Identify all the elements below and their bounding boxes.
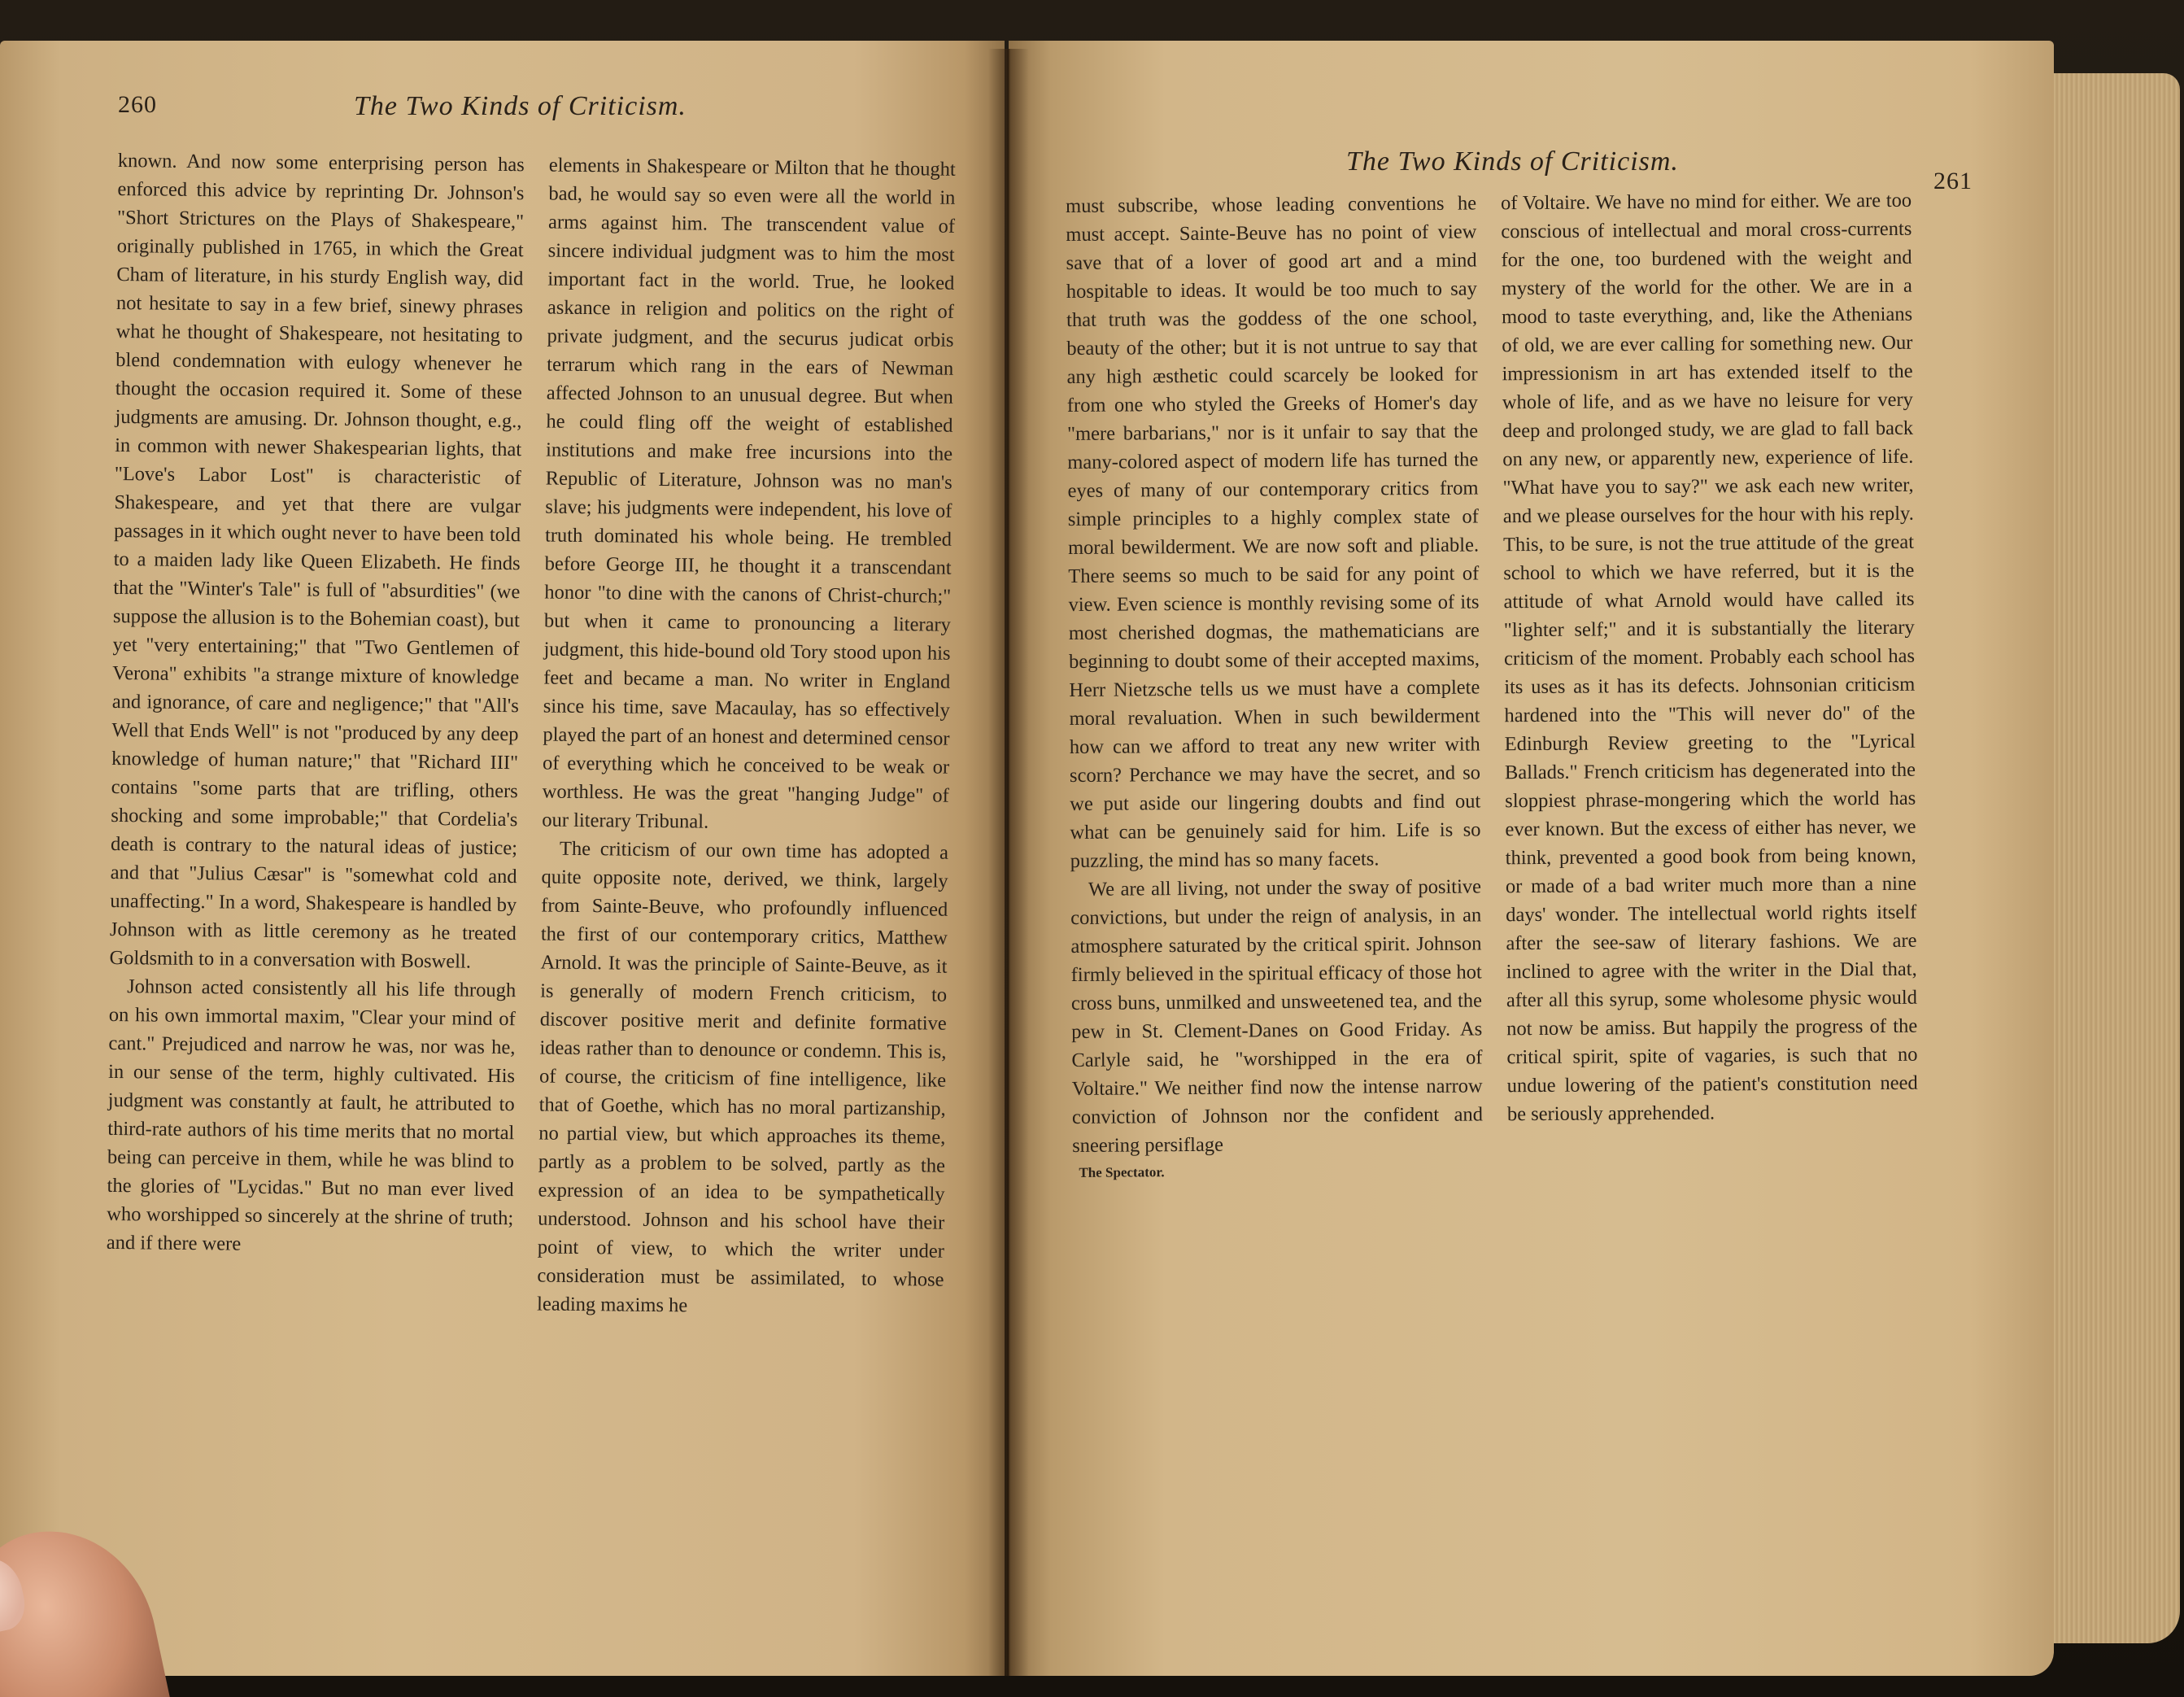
left-page-number: 260	[118, 91, 157, 118]
paragraph: known. And now some enterprising person has enforced this advice by reprinting Dr. Johnson's "Short Strictures on the Plays of Shakespeare," originally published in 1765, in which the Great Cham of literature, in his sturdy English way, did not hesitate to say in a few brief, sinewy phrases what he thought of Shakespeare, not hesitating to blend condemnation with eulogy whenever he thought the occasion required it. Some of these judgments are amusing. Dr. Johnson thought, e.g., in common with newer Shakespearian lights, that "Love's Labor Lost" is characteristic of Shakespeare, and yet that there are vulgar passages in it which ought never to have been told to a maiden lady like Queen Elizabeth. He finds that the "Winter's Tale" is full of "absurdities" (we suppose the allusion is to the Bohemian coast), but yet "very entertaining;" that "Two Gentlemen of Verona" exhibits "a strange mixture of knowledge and ignorance, of care and negligence;" that "All's Well that Ends Well" is not "produced by any deep knowledge of human nature;" that "Richard III" contains "some parts that are trifling, others shocking and some improbable;" that Cordelia's death is contrary to the natural ideas of justice; and that "Julius Cæsar" is "somewhat cold and unaffecting." In a word, Shakespeare is handled by Johnson with as little ceremony as he treated Goldsmith to in a conversation with Boswell.	[109, 149, 525, 973]
page-edges	[2050, 73, 2180, 1643]
right-column-2	[1501, 186, 1918, 1180]
right-page-number: 261	[1933, 168, 1973, 194]
right-running-title: The Two Kinds of Criticism.	[1346, 146, 1679, 177]
paragraph: elements in Shakespeare or Milton that he thought bad, he would say so even were all the world in arms against him. The transcendent value of sincere individual judgment was to him the most important fact in the world. True, he looked askance in religion and politics on the right of private judgment, and the securus judicat orbis terrarum which rang in the ears of Newman affected Johnson to an unusual degree. But when he could fling off the weight of established institutions and make free incursions into the Republic of Literature, Johnson was no man's slave; his judgments were independent, his love of truth dominated his whole being. He trembled before George III, he thought it a transcendant honor "to dine with the canons of Christ-church;" but when it came to pronouncing a literary judgment, this hide-bound old Tory stood upon his feet and became a man. No writer in England since his time, save Macaulay, has so effectively played the part of an honest and determined censor of everything which he conceived to be weak or worthless. He was the great "hanging Judge" of our literary Tribunal.	[542, 154, 956, 833]
left-running-title: The Two Kinds of Criticism.	[354, 91, 687, 121]
paragraph: We are all living, not under the sway of positive convictions, but under the reign of analysis, in an atmosphere saturated by the critical spirit. Johnson firmly believed in the spiritual efficacy of those hot cross buns, unmilked and unsweetened tea, and the pew in St. Clement-Danes on Good Friday. As Carlyle said, he "worshipped in the era of Voltaire." We neither find now the intense narrow conviction of Johnson nor the confident and sneering persiflage	[1070, 875, 1484, 1157]
left-page-header	[118, 91, 980, 137]
right-column-1	[1066, 189, 1483, 1182]
right-page-header	[1066, 130, 1973, 194]
paragraph: Johnson acted consistently all his life through on his own immortal maxim, "Clear your mind of cant." Prejudiced and narrow he was, nor was he, in our sense of the term, highly cultivated. His judgment was constantly at fault, he attributed to third-rate authors of his time merits that no mortal being can perceive in them, while he was blind to the glories of "Lycidas." But no man ever lived who worshipped so sincerely at the shrine of truth; and if there were	[106, 975, 517, 1255]
left-column-2	[537, 151, 956, 1323]
left-column-1	[106, 146, 525, 1318]
right-page-columns	[1066, 185, 1979, 1183]
left-page-columns	[106, 146, 980, 1323]
right-page	[1009, 41, 2054, 1676]
thumbnail-nail	[0, 1554, 30, 1638]
paragraph: The criticism of our own time has adopted a quite opposite note, derived, we think, largely from Sainte-Beuve, who profoundly influenced the first of our contemporary critics, Matthew Arnold. It was the principle of Sainte-Beuve, as it is generally of modern French criticism, to discover positive merit and definite formative ideas rather than to denounce or condemn. This is, of course, the criticism of fine intelligence, like that of Goethe, which has no moral partizanship, no partial view, but which approaches its theme, partly as a problem to be solved, partly as the expression of an idea to be sympathetically understood. Johnson and his school have their point of view, to which the writer under consideration must be assimilated, to whose leading maxims he	[536, 837, 949, 1317]
open-book	[0, 16, 2184, 1697]
paragraph: of Voltaire. We have no mind for either. We are too conscious of intellectual and moral cross-currents for the one, too burdened with the weight and mystery of the world for the other. We are in a mood to taste everything, and, like the Athenians of old, we are ever calling for something new. Our impressionism in art has extended itself to the whole of life, and as we have no leisure for very deep and prolonged study, we are glad to fall back on any new, or apparently new, experience of life. "What have you to say?" we ask each new writer, and we please ourselves for the hour with his reply. This, to be sure, is not the true attitude of the great school to which we have referred, but it is the attitude of what Arnold would have called its "lighter self;" and it is substantially the literary criticism of the moment. Probably each school has its uses as it has its defects. Johnsonian criticism hardened into the "This will never do" of the Edinburgh Review greeting to the "Lyrical Ballads." French criticism has degenerated into the sloppiest phrase-mongering which the world has ever known. But the excess of either has never, we think, prevented a good book from being known, or made of a bad writer much more than a nine days' wonder. The intellectual world rights itself after the see-saw of literary fashions. We are inclined to agree with the writer in the Dial that, after all this syrup, some wholesome physic would not now be amiss. But happily the progress of the critical spirit, spite of vagaries, is such that no undue lowering of the patient's constitution need be seriously apprehended.	[1501, 189, 1918, 1126]
left-page	[0, 41, 1005, 1676]
paragraph: must subscribe, whose leading conventions he must accept. Sainte-Beuve has no point of view save that of a lover of good art and a mind hospitable to ideas. It would be too much to say that truth was the goddess of the one school, beauty of the other; but it is not untrue to say that any high æsthetic could scarcely be looked for from one who styled the Greeks of Homer's day "mere barbarians," nor is it unfair to say that the many-colored aspect of modern life has turned the eyes of many of our contemporary critics from simple principles to a highly complex state of moral bewilderment. We are now soft and pliable. There seems so much to be said for any point of view. Even science is monthly revising some of its most cherished dogmas, the mathematicians are beginning to doubt some of their accepted maxims, Herr Nietzsche tells us we must have a complete moral revaluation. When in such bewilderment how can we afford to treat any new writer with scorn? Perchance we may have the secret, and so we put aside our lingering doubts and find out what can be genuinely said for him. Life is so puzzling, the mind has so many facets.	[1066, 192, 1481, 872]
source-note: The Spectator.	[1079, 1164, 1165, 1180]
